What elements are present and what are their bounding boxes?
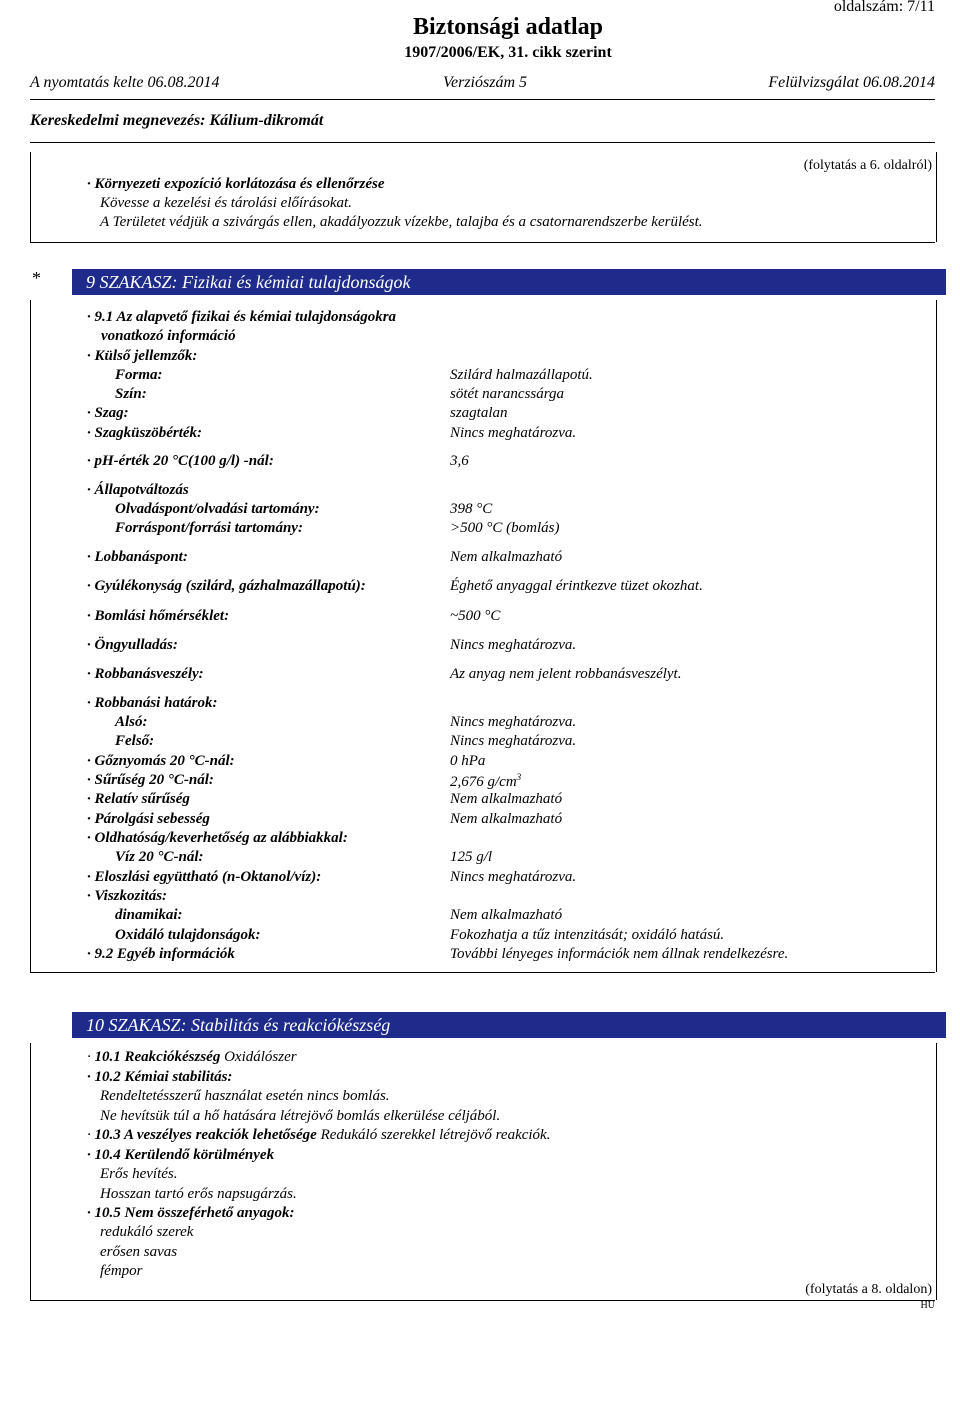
prop-label: · Oldhatóság/keverhetőség az alábbiakkal: xyxy=(87,830,348,847)
prop-value: 0 hPa xyxy=(450,753,486,769)
prop-label: Felső: xyxy=(115,733,155,749)
incompatible-item: fémpor xyxy=(100,1263,143,1279)
conditions-label: · 10.4 Kerülendő körülmények xyxy=(87,1147,274,1164)
prop-value: Az anyag nem jelent robbanásveszélyt. xyxy=(450,666,682,682)
prop-label: · Szag: xyxy=(87,405,129,422)
prop-label: · Külső jellemzők: xyxy=(87,348,197,365)
section-9-banner: 9 SZAKASZ: Fizikai és kémiai tulajdonságok xyxy=(72,269,946,295)
prop-label: · 9.2 Egyéb információk xyxy=(87,946,235,963)
sub-9-1-heading-cont: vonatkozó információ xyxy=(101,328,236,344)
prop-label: · Gőznyomás 20 °C-nál: xyxy=(87,753,235,770)
language-code: HU xyxy=(920,1300,935,1311)
prop-value: További lényeges információk nem állnak rendelkezésre. xyxy=(450,946,789,962)
revision-date: Felülvizsgálat 06.08.2014 xyxy=(768,74,935,91)
section-10-right-rule xyxy=(936,1043,937,1300)
trade-name-divider xyxy=(30,142,935,143)
prop-label: · Párolgási sebesség xyxy=(87,811,210,828)
exposure-right-rule xyxy=(936,152,937,242)
stability-label: · 10.2 Kémiai stabilitás: xyxy=(87,1069,232,1086)
hazardous-reactions-text: Redukáló szerekkel létrejövő reakciók. xyxy=(320,1127,551,1143)
prop-label: · Állapotváltozás xyxy=(87,482,189,499)
prop-value: Nincs meghatározva. xyxy=(450,869,577,885)
prop-value: Szilárd halmazállapotú. xyxy=(450,367,593,383)
header-divider xyxy=(30,99,935,100)
section-9-divider xyxy=(30,972,935,973)
exposure-heading: · Környezeti expozíció korlátozása és ellenőrzése xyxy=(87,176,384,193)
page-number: oldalszám: 7/11 xyxy=(833,0,935,15)
prop-label: · Relatív sűrűség xyxy=(87,791,190,808)
section-9-left-rule xyxy=(30,300,31,972)
prop-value: 398 °C xyxy=(450,501,493,517)
prop-value: Nincs meghatározva. xyxy=(450,714,577,730)
prop-label: · Szagküszöbérték: xyxy=(87,425,202,442)
exposure-line-2: A Területet védjük a szivárgás ellen, akadályozzuk vízekbe, talajba és a csatornarendszerbe kerülést. xyxy=(100,214,703,230)
prop-label: · Gyúlékonyság (szilárd, gázhalmazállapotú): xyxy=(87,578,366,595)
document-title: Biztonsági adatlap xyxy=(412,14,604,40)
incompatible-item: erősen savas xyxy=(100,1244,178,1260)
conditions-line-1: Erős hevítés. xyxy=(100,1166,178,1182)
prop-value: szagtalan xyxy=(450,405,508,421)
prop-label: · pH-érték 20 °C(100 g/l) -nál: xyxy=(87,453,274,470)
continued-from-note: (folytatás a 6. oldalról) xyxy=(803,158,932,173)
exposure-line-1: Kövesse a kezelési és tárolási előírásokat. xyxy=(100,195,352,211)
prop-label: · Lobbanáspont: xyxy=(87,549,188,566)
prop-label: · Eloszlási együttható (n-Oktanol/víz): xyxy=(87,869,321,886)
document-subtitle: 1907/2006/EK, 31. cikk szerint xyxy=(404,44,612,61)
section-9-right-rule xyxy=(936,300,937,972)
prop-value: Nem alkalmazható xyxy=(450,811,563,827)
continued-to-note: (folytatás a 8. oldalon) xyxy=(805,1282,932,1297)
prop-label: Alsó: xyxy=(115,714,148,730)
prop-value: ~500 °C xyxy=(450,608,501,624)
prop-label: Forráspont/forrási tartomány: xyxy=(115,520,303,536)
change-marker: * xyxy=(32,268,41,288)
density-value: 2,676 g/cm xyxy=(450,774,517,790)
section-10-left-rule xyxy=(30,1043,31,1300)
prop-label: Oxidáló tulajdonságok: xyxy=(115,927,261,943)
stability-line-1: Rendeltetésszerű használat esetén nincs bomlás. xyxy=(100,1088,390,1104)
prop-value: 3,6 xyxy=(450,453,469,469)
section-10-banner: 10 SZAKASZ: Stabilitás és reakciókészség xyxy=(72,1012,946,1038)
prop-label: dinamikai: xyxy=(115,907,183,923)
prop-value-density xyxy=(450,772,521,791)
prop-value: Nincs meghatározva. xyxy=(450,425,577,441)
prop-value: Nem alkalmazható xyxy=(450,549,563,565)
prop-value: sötét narancssárga xyxy=(450,386,565,402)
print-date: A nyomtatás kelte 06.08.2014 xyxy=(30,74,220,91)
trade-name: Kereskedelmi megnevezés: Kálium-dikromát xyxy=(30,112,324,129)
incompatible-item: redukáló szerek xyxy=(100,1224,194,1240)
exposure-left-rule xyxy=(30,152,31,242)
prop-value: Éghető anyaggal érintkezve tüzet okozhat. xyxy=(450,578,703,594)
prop-value: >500 °C (bomlás) xyxy=(450,520,560,536)
prop-label: · Robbanásveszély: xyxy=(87,666,204,683)
exposure-divider xyxy=(30,242,935,243)
prop-label: · Bomlási hőmérséklet: xyxy=(87,608,229,625)
prop-label: · Viszkozitás: xyxy=(87,888,167,905)
stability-line-2: Ne hevítsük túl a hő hatására létrejövő bomlás elkerülése céljából. xyxy=(100,1108,501,1124)
prop-value: Nincs meghatározva. xyxy=(450,733,577,749)
prop-label: · Öngyulladás: xyxy=(87,637,178,654)
prop-label: Forma: xyxy=(115,367,163,383)
prop-label: Szín: xyxy=(115,386,147,402)
incompatible-label: · 10.5 Nem összeférhető anyagok: xyxy=(87,1205,294,1222)
prop-label: Olvadáspont/olvadási tartomány: xyxy=(115,501,320,517)
reactivity-row xyxy=(87,1049,297,1066)
footer-divider xyxy=(30,1300,935,1301)
hazardous-reactions-row xyxy=(87,1127,550,1144)
prop-value: Nem alkalmazható xyxy=(450,907,563,923)
reactivity-text: Oxidálószer xyxy=(224,1049,297,1065)
prop-label: Víz 20 °C-nál: xyxy=(115,849,204,865)
version: Verziószám 5 xyxy=(443,74,528,91)
sub-9-1-heading: · 9.1 Az alapvető fizikai és kémiai tulajdonságokra xyxy=(87,309,396,326)
conditions-line-2: Hosszan tartó erős napsugárzás. xyxy=(100,1186,297,1202)
prop-value: Nincs meghatározva. xyxy=(450,637,577,653)
prop-value: 125 g/l xyxy=(450,849,493,865)
prop-value: Fokozhatja a tűz intenzitását; oxidáló hatású. xyxy=(450,927,725,943)
prop-label: · Sűrűség 20 °C-nál: xyxy=(87,772,214,789)
hazardous-reactions-label: 10.3 A veszélyes reakciók lehetősége xyxy=(94,1127,317,1143)
density-unit-sup: 3 xyxy=(516,772,522,782)
reactivity-label: 10.1 Reakciókészség xyxy=(94,1049,221,1065)
prop-label: · Robbanási határok: xyxy=(87,695,217,712)
prop-value: Nem alkalmazható xyxy=(450,791,563,807)
